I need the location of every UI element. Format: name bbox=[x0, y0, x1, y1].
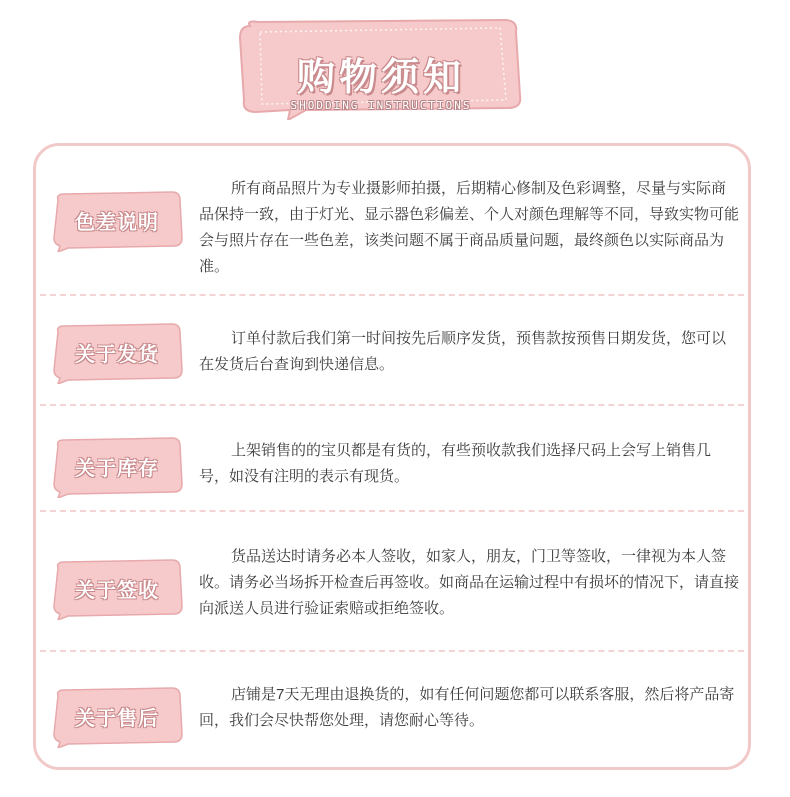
section-receipt bbox=[36, 512, 748, 650]
section-label: 关于签收 bbox=[75, 578, 159, 602]
page-subtitle: SHODDING INSTRUCTIONS bbox=[290, 99, 472, 112]
section-label: 关于发货 bbox=[75, 342, 159, 366]
section-text: 货品送达时请务必本人签收，如家人，朋友，门卫等签收，一律视为本人签收。请务必当场拆开检查后再签收。如商品在运输过程中有损坏的情况下，请直接向派送人员进行验证索赔或拒绝签收。 bbox=[199, 548, 740, 617]
section-color-difference bbox=[36, 146, 748, 294]
section-text: 订单付款后我们第一时间按先后顺序发货，预售款按预售日期发货，您可以在发货后台查询到快递信息。 bbox=[199, 330, 727, 373]
section-after-sales bbox=[36, 652, 748, 767]
section-label: 色差说明 bbox=[75, 210, 159, 234]
section-label-badge bbox=[50, 436, 184, 498]
section-text: 所有商品照片为专业摄影师拍摄，后期精心修制及色彩调整，尽量与实际商品保持一致，由于灯光、显示器色彩偏差、个人对颜色理解等不同，导致实物可能会与照片存在一些色差，该类问题不属于商品质量问题，最终颜色以实际商品为准。 bbox=[199, 180, 740, 275]
instructions-card bbox=[33, 143, 751, 770]
section-stock bbox=[36, 406, 748, 510]
section-label-badge bbox=[50, 558, 184, 620]
section-label-badge bbox=[50, 686, 184, 748]
section-label-badge bbox=[50, 190, 184, 252]
section-label: 关于售后 bbox=[75, 706, 159, 730]
section-label: 关于库存 bbox=[75, 456, 159, 480]
title-badge bbox=[236, 16, 526, 120]
section-text: 上架销售的的宝贝都是有货的，有些预收款我们选择尺码上会写上销售几号，如没有注明的表示有现货。 bbox=[199, 442, 712, 485]
section-shipping bbox=[36, 296, 748, 404]
section-label-badge bbox=[50, 322, 184, 384]
section-text: 店铺是7天无理由退换货的，如有任何问题您都可以联系客服，然后将产品寄回，我们会尽快帮您处理，请您耐心等待。 bbox=[199, 686, 735, 729]
page-title: 购物须知 bbox=[296, 55, 465, 99]
